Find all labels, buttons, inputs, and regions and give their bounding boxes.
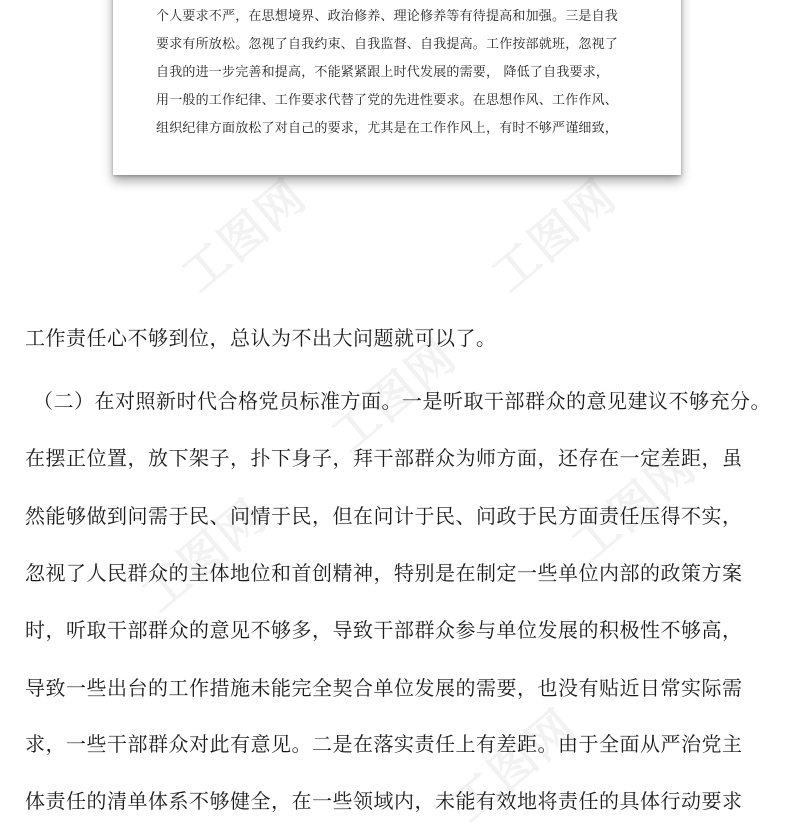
body-line: 在摆正位置，放下架子，扑下身子，拜干部群众为师方面，还存在一定差距，虽	[25, 446, 743, 470]
body-line: 时，听取干部群众的意见不够多，导致干部群众参与单位发展的积极性不够高，	[25, 618, 743, 642]
body-line: 求，一些干部群众对此有意见。二是在落实责任上有差距。由于全面从严治党主	[25, 732, 743, 756]
body-line: 忽视了人民群众的主体地位和首创精神，特别是在制定一些单位内部的政策方案	[25, 561, 743, 585]
body-line: 导致一些出台的工作措施未能完全契合单位发展的需要，也没有贴近日常实际需	[25, 676, 743, 700]
body-line: （二）在对照新时代合格党员标准方面。一是听取干部群众的意见建议不够充分。	[33, 389, 771, 413]
body-line: 工作责任心不够到位，总认为不出大问题就可以了。	[25, 326, 497, 350]
watermark: 工图网	[441, 698, 587, 833]
watermark: 工图网	[131, 488, 277, 623]
card-line: 个人要求不严，在思想境界、政治修养、理论修养等有待提高和加强。三是自我	[156, 9, 619, 24]
body-line: 体责任的清单体系不够健全，在一些领域内，未能有效地将责任的具体行动要求	[25, 789, 743, 813]
card-line: 要求有所放松。忽视了自我约束、自我监督、自我提高。工作按部就班，忽视了	[156, 37, 619, 52]
card-text-block	[156, 3, 656, 143]
watermark: 工图网	[481, 168, 627, 303]
body-line: 然能够做到问需于民、问情于民，但在问计于民、问政于民方面责任压得不实，	[25, 504, 743, 528]
card-line: 用一般的工作纪律、工作要求代替了党的先进性要求。在思想作风、工作作风、	[156, 93, 619, 108]
watermark: 工图网	[561, 438, 707, 573]
watermark: 工图网	[321, 328, 467, 463]
watermark: 工图网	[171, 168, 317, 303]
quoted-text-card	[113, 0, 681, 175]
card-line: 自我的进一步完善和提高，不能紧紧跟上时代发展的需要， 降低了自我要求，	[156, 65, 610, 80]
card-line: 组织纪律方面放松了对自己的要求，尤其是在工作作风上，有时不够严谨细致，	[156, 121, 619, 136]
